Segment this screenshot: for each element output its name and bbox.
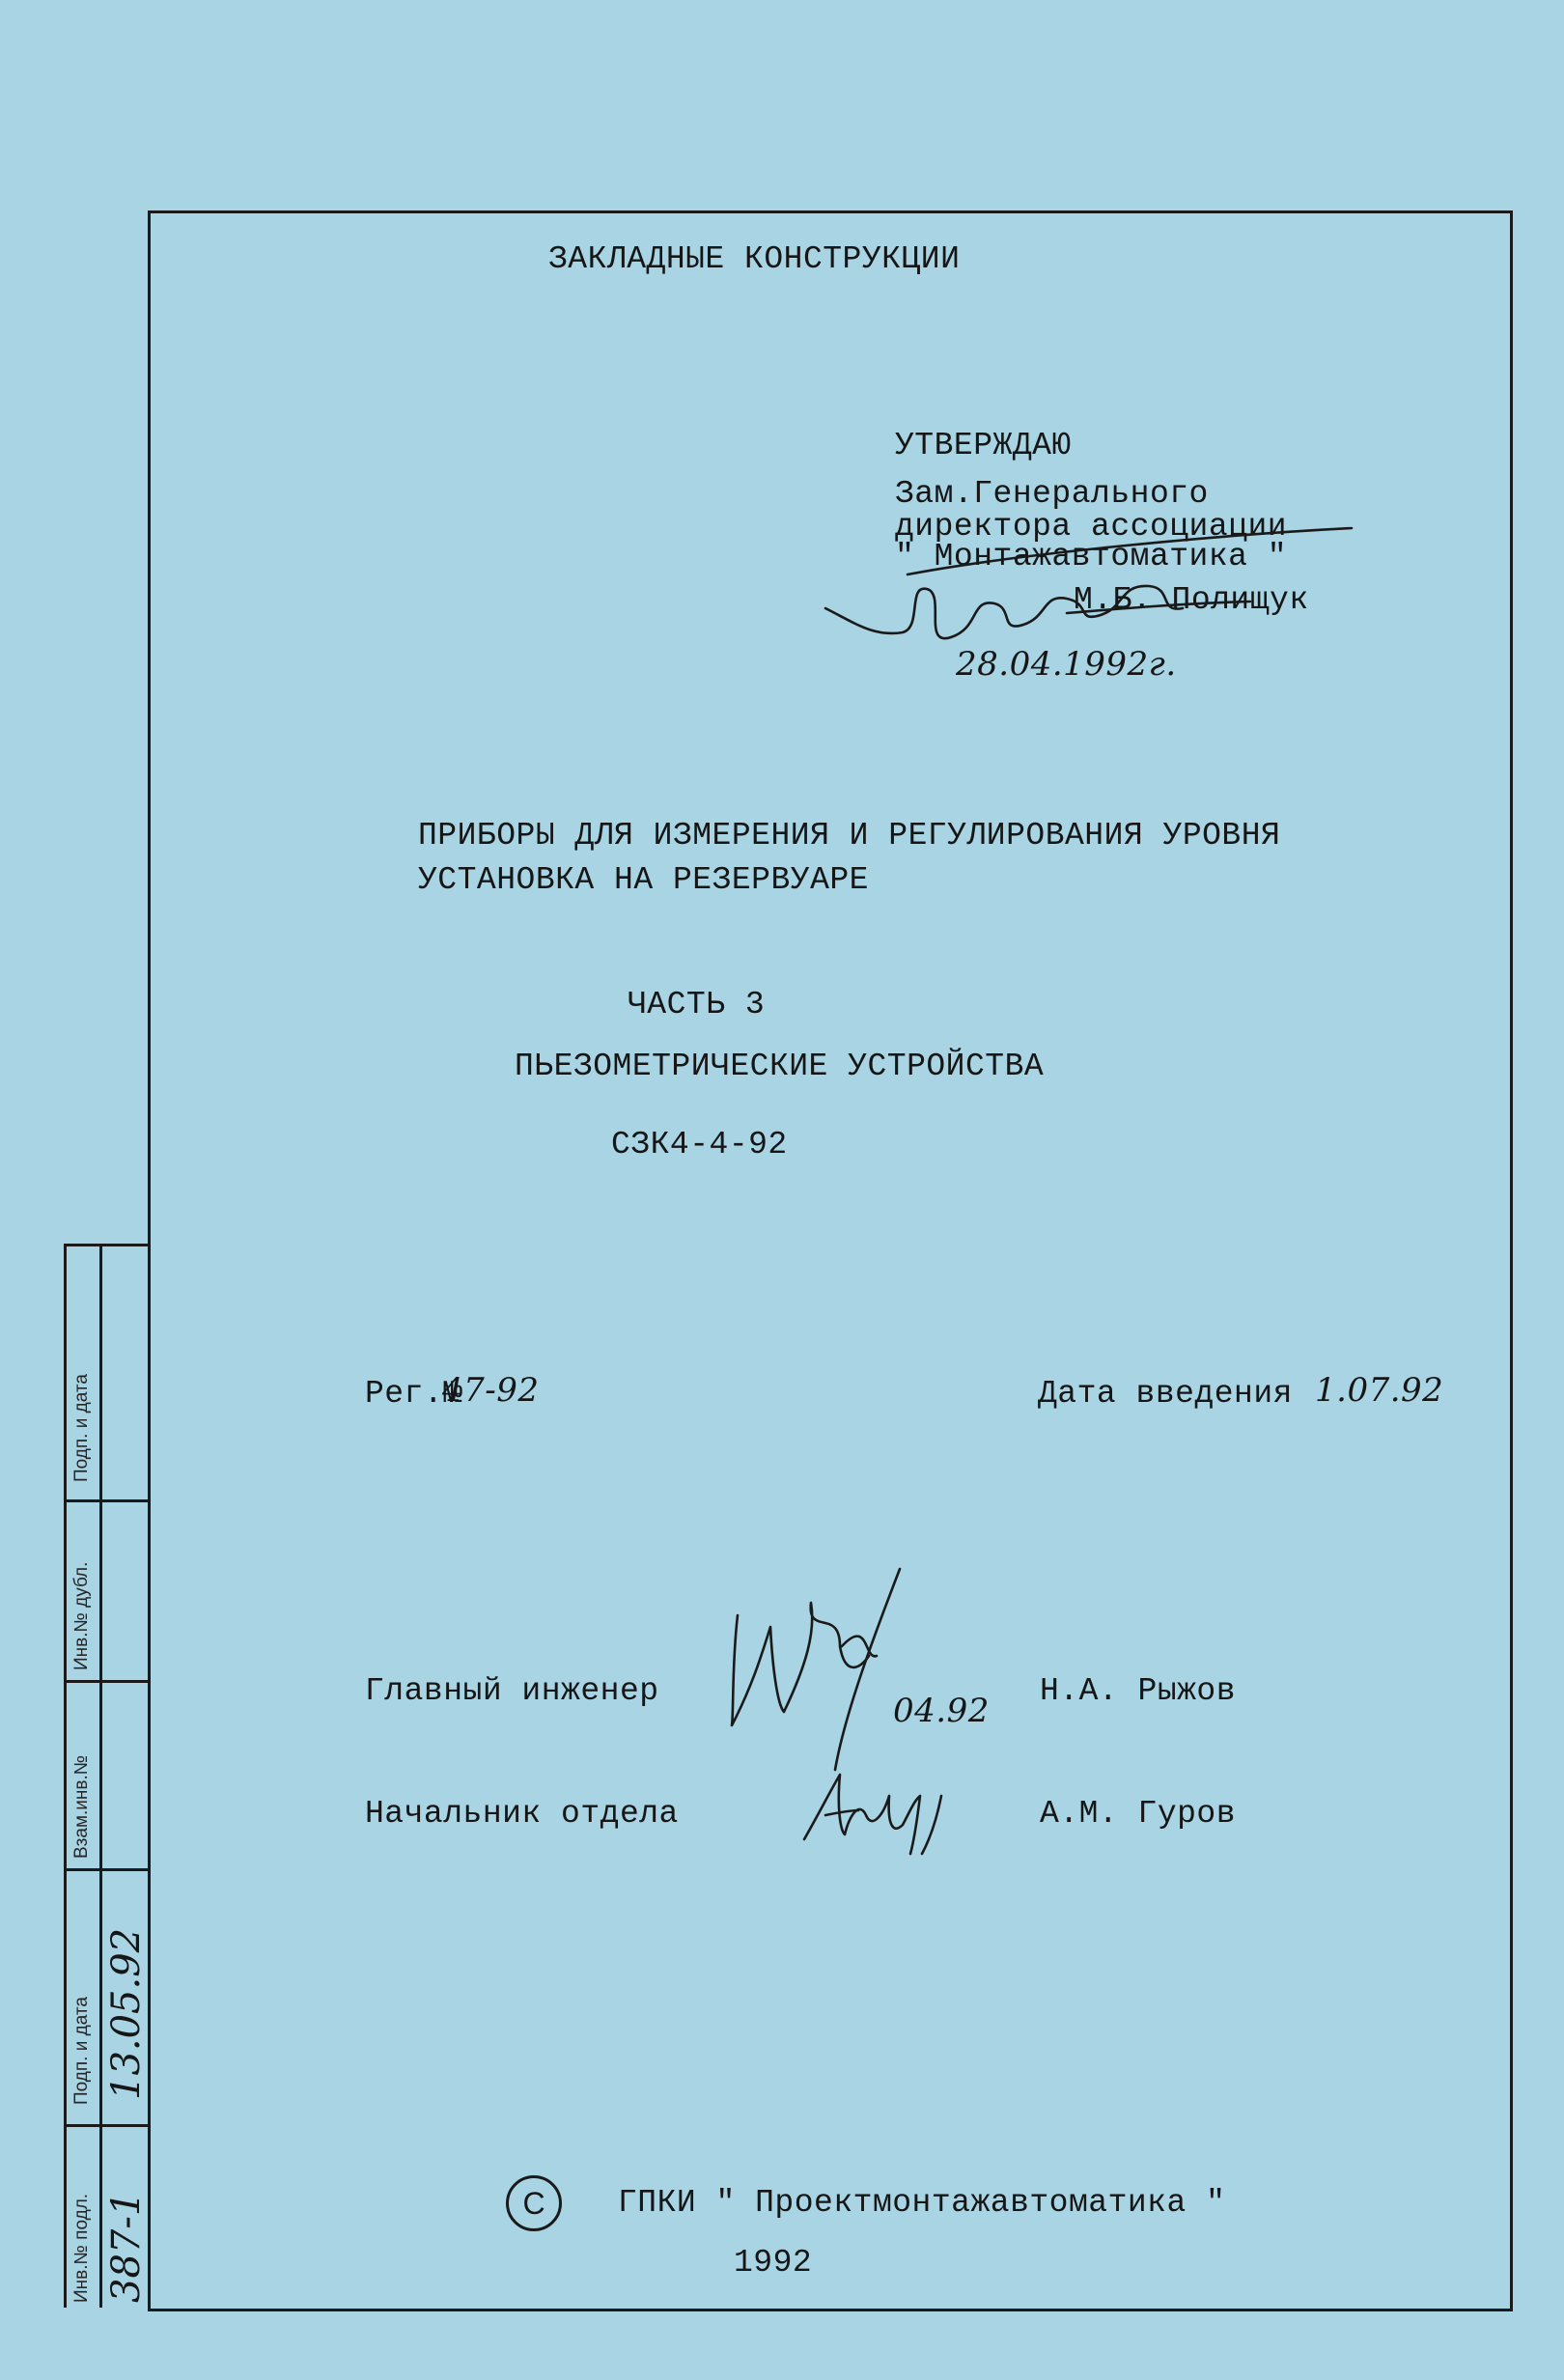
approval-signature bbox=[816, 517, 1356, 661]
copyright-icon bbox=[506, 2175, 562, 2231]
signatory-role-1: Главный инженер bbox=[365, 1673, 659, 1709]
reg-label: Рег.№ bbox=[365, 1376, 463, 1412]
strip-divider-3 bbox=[64, 1680, 151, 1683]
approval-line3: " Монтажавтоматика " bbox=[895, 539, 1288, 574]
footer-org: ГПКИ " Проектмонтажавтоматика " bbox=[618, 2185, 1226, 2221]
strip-label-orig-inv: Инв.№ подл. bbox=[71, 2193, 92, 2303]
strip-inv-number: 387-1 bbox=[104, 2191, 149, 2303]
strip-label-dup-inv: Инв.№ дубл. bbox=[71, 1561, 92, 1670]
date-value: 1.07.92 bbox=[1315, 1371, 1444, 1410]
approval-date: 28.04.1992г. bbox=[956, 645, 1177, 684]
signatory-name-2: А.М. Гуров bbox=[1040, 1796, 1237, 1832]
strip-handwritten-date: 13.05.92 bbox=[104, 1927, 149, 2100]
header-title: ЗАКЛАДНЫЕ КОНСТРУКЦИИ bbox=[548, 241, 961, 277]
approval-line2: директора ассоциации bbox=[895, 509, 1288, 545]
strip-label-sign-date-2: Подп. и дата bbox=[71, 1997, 92, 2105]
strip-line-middle bbox=[99, 1244, 102, 2308]
document-title-line2: УСТАНОВКА НА РЕЗЕРВУАРЕ bbox=[418, 862, 869, 898]
document-code: СЗК4-4-92 bbox=[611, 1127, 788, 1162]
strip-line-left bbox=[64, 1244, 67, 2308]
strip-divider-1 bbox=[64, 1244, 151, 1246]
strip-label-replace-inv: Взам.инв.№ bbox=[71, 1754, 92, 1859]
signatory-role-2: Начальник отдела bbox=[365, 1796, 679, 1832]
reg-number: 47-92 bbox=[442, 1371, 540, 1410]
approval-line1: Зам.Генерального bbox=[895, 476, 1209, 512]
chief-engineer-signature bbox=[724, 1559, 1023, 1777]
strip-divider-4 bbox=[64, 1868, 151, 1871]
strip-divider-2 bbox=[64, 1499, 151, 1502]
approval-heading: УТВЕРЖДАЮ bbox=[895, 428, 1072, 463]
strip-label-sign-date-1: Подп. и дата bbox=[71, 1374, 92, 1482]
footer-year: 1992 bbox=[734, 2245, 813, 2281]
document-title-line1: ПРИБОРЫ ДЛЯ ИЗМЕРЕНИЯ И РЕГУЛИРОВАНИЯ УРОВНЯ bbox=[418, 818, 1281, 854]
document-subtitle: ПЬЕЗОМЕТРИЧЕСКИЕ УСТРОЙСТВА bbox=[515, 1049, 1045, 1084]
copyright-symbol: C bbox=[522, 2185, 545, 2221]
approval-name: М.Б. Полищук bbox=[1074, 582, 1309, 618]
signatory-name-1: Н.А. Рыжов bbox=[1040, 1673, 1237, 1709]
strip-divider-5 bbox=[64, 2124, 151, 2127]
date-label: Дата введения bbox=[1038, 1376, 1293, 1412]
department-head-signature bbox=[796, 1757, 980, 1863]
document-part: ЧАСТЬ 3 bbox=[628, 987, 766, 1022]
chief-engineer-sign-note: 04.92 bbox=[893, 1692, 990, 1730]
